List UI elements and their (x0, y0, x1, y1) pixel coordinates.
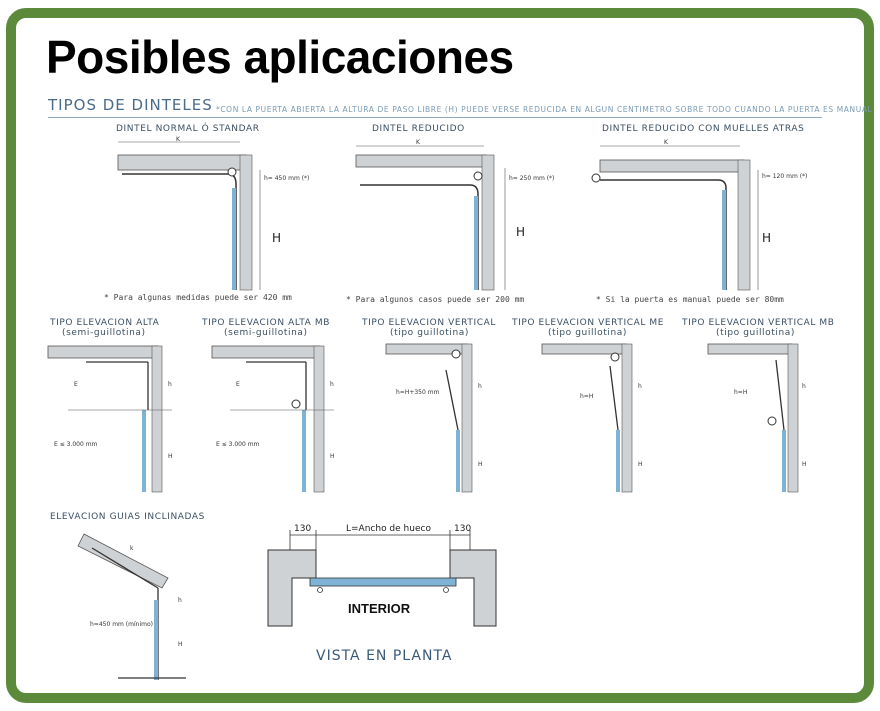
section-title: TIPOS DE DINTELES (48, 96, 213, 114)
lintel-block (708, 344, 792, 354)
h-note: h=H (580, 393, 594, 400)
e-note: E ≤ 3.000 mm (54, 441, 98, 448)
diagram-elevacion-vertical-me (511, 318, 664, 492)
diagram-label-2: (semi-guillotina) (62, 328, 146, 338)
door-panel (722, 190, 726, 290)
spring-shaft (611, 353, 619, 361)
k-label: K (664, 139, 668, 146)
diagram-label-2: (tipo guillotina) (548, 328, 628, 338)
wall (240, 155, 252, 290)
H-label: H (638, 461, 643, 468)
diagram-dintel-normal (104, 122, 309, 302)
diagram-label: DINTEL REDUCIDO (372, 124, 465, 134)
lintel-block (356, 155, 486, 167)
diagram-elevacion-vertical-mb (681, 318, 835, 492)
h-note: h= 450 mm (*) (264, 175, 310, 182)
H-label: H (272, 231, 282, 245)
diagram-label-2: (tipo guillotina) (390, 328, 470, 338)
diagram-elevacion-alta (48, 318, 173, 492)
lintel-block (118, 155, 246, 170)
h-label: h (638, 383, 642, 390)
plan-view (268, 524, 496, 626)
spring-shaft (228, 168, 236, 176)
diagram-label: DINTEL NORMAL Ó STANDAR (116, 124, 260, 134)
wall (152, 346, 162, 492)
H-label: H (516, 225, 526, 239)
k-label: K (176, 136, 180, 143)
h-label: h (478, 383, 482, 390)
interior-label: INTERIOR (348, 601, 411, 616)
plan-caption: VISTA EN PLANTA (316, 648, 453, 664)
wall (788, 344, 798, 492)
section-note: *CON LA PUERTA ABIERTA LA ALTURA DE PASO LIBRE (H) PUEDE VERSE REDUCIDA EN ALGUN CENTIMETRO SOBRE TODO CUANDO LA PUERTA ES MANUAL (216, 105, 873, 114)
wall (462, 344, 472, 492)
e-note: E ≤ 3.000 mm (216, 441, 260, 448)
e-label: E (74, 381, 78, 388)
spring-shaft (452, 350, 460, 358)
diagram-label-1: TIPO ELEVACION VERTICAL (362, 318, 496, 328)
h-label: h (330, 381, 334, 388)
h-note: h= 120 mm (*) (762, 173, 808, 180)
diagram-guias-inclinadas (50, 512, 205, 680)
lintel-block (600, 160, 744, 172)
diagram-elevacion-vertical (361, 318, 496, 492)
wall (314, 346, 324, 492)
footnote: * Para algunos casos puede ser 200 mm (346, 295, 525, 304)
diagram-label: DINTEL REDUCIDO CON MUELLES ATRAS (602, 124, 805, 134)
door-panel (616, 430, 620, 492)
left-wall (268, 550, 316, 626)
diagram-dintel-reducido (346, 124, 554, 304)
k-label: k (130, 545, 134, 552)
inclined-track (610, 366, 618, 430)
H-label: H (330, 453, 335, 460)
door-panel (456, 430, 460, 492)
diagram-label-2: (semi-guillotina) (224, 328, 308, 338)
wall (622, 344, 632, 492)
e-label: E (236, 381, 240, 388)
lintel-block (212, 346, 320, 358)
page-title: Posibles aplicaciones (46, 31, 514, 83)
diagram-label-1: TIPO ELEVACION VERTICAL MB (682, 318, 835, 328)
diagram-label-1: TIPO ELEVACION VERTICAL ME (512, 318, 665, 328)
spring-shaft (474, 172, 482, 180)
lintel-block (542, 344, 626, 354)
h-label: h (802, 383, 806, 390)
right-wall (450, 550, 496, 626)
door-panel (232, 188, 236, 290)
footnote: * Si la puerta es manual puede ser 80mm (596, 295, 784, 304)
inclined-track (776, 360, 784, 430)
lintel-block (48, 346, 158, 358)
diagram-label-2: (tipo guillotina) (716, 328, 796, 338)
diagram-dintel-muelles-atras (592, 124, 807, 304)
door-panel (782, 430, 786, 492)
diagram-label-1: TIPO ELEVACION ALTA MB (202, 318, 330, 328)
door-section (310, 578, 456, 586)
h-note: h= 250 mm (*) (509, 175, 555, 182)
inclined-roof (78, 534, 168, 588)
h-label: h (178, 597, 182, 604)
h-note: h=450 mm (mínimo) (90, 621, 153, 628)
left-dimension: 130 (294, 524, 312, 534)
center-dimension: L=Ancho de hueco (346, 524, 431, 534)
diagram-elevacion-alta-mb (201, 318, 335, 492)
H-label: H (762, 231, 772, 245)
h-label: h (168, 381, 172, 388)
H-label: H (478, 461, 483, 468)
spring-shaft (292, 400, 300, 408)
wall (738, 160, 750, 290)
H-label: H (178, 641, 183, 648)
door-panel (142, 410, 146, 492)
diagram-label: ELEVACION GUIAS INCLINADAS (50, 512, 205, 522)
door-panel (154, 600, 158, 680)
door-panel (474, 196, 478, 290)
wall (482, 155, 494, 290)
inclined-track (446, 370, 458, 430)
h-note: h=H (734, 389, 748, 396)
spring-shaft (592, 174, 600, 182)
H-label: H (802, 461, 807, 468)
footnote: * Para algunas medidas puede ser 420 mm (104, 293, 292, 302)
right-dimension: 130 (454, 524, 472, 534)
H-label: H (168, 453, 173, 460)
h-note: h=H+350 mm (396, 389, 440, 396)
diagram-label-1: TIPO ELEVACION ALTA (50, 318, 160, 328)
spring-shaft (768, 417, 776, 425)
door-panel (302, 410, 306, 492)
k-label: K (416, 139, 420, 146)
